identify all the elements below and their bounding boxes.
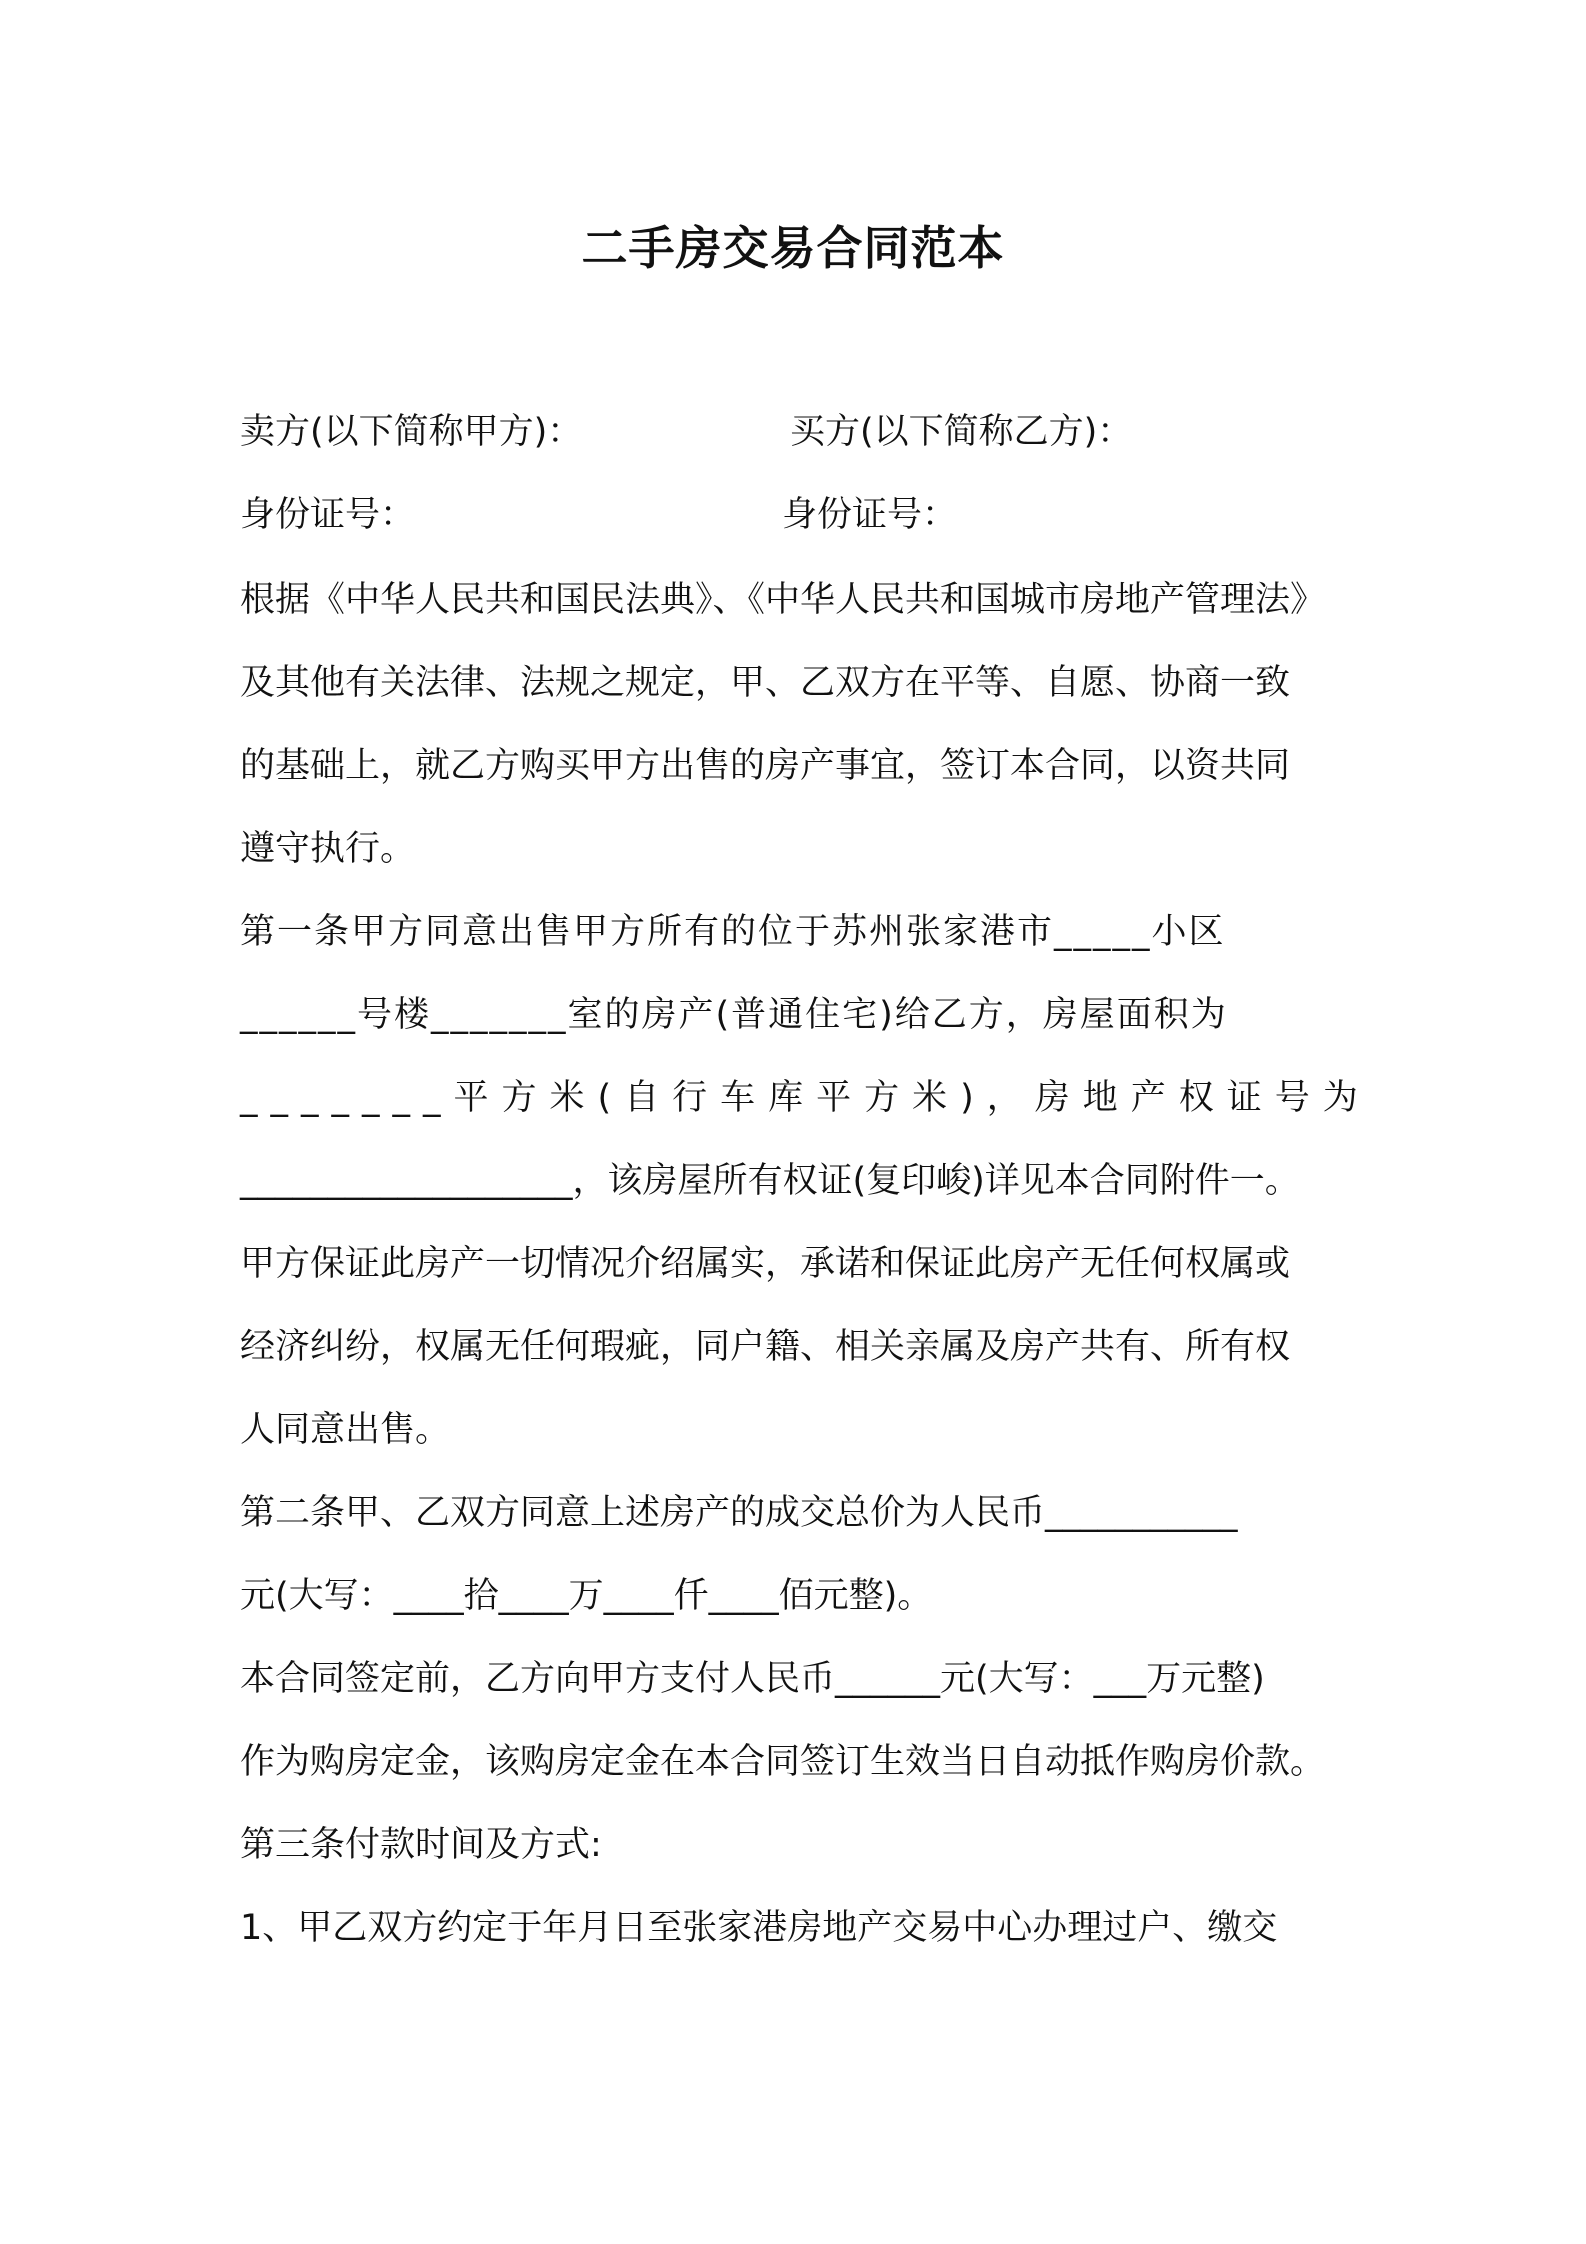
article-2-line: 元(大写：____拾____万____仟____佰元整)。 <box>240 1576 933 1616</box>
body-line: 根据《中华人民共和国民法典》、《中华人民共和国城市房地产管理法》 <box>240 580 1326 620</box>
article-1-line: _______平方米(自行车库平方米)，房地产权证号为 <box>240 1078 1371 1118</box>
body-line: 人同意出售。 <box>240 1410 451 1450</box>
seller-label: 卖方(以下简称甲方)： <box>240 412 583 452</box>
article-2-line: 第二条甲、乙双方同意上述房产的成交总价为人民币___________ <box>240 1493 1238 1533</box>
article-1-line: ______号楼_______室的房产(普通住宅)给乙方，房屋面积为 <box>240 995 1228 1035</box>
article-3-heading: 第三条付款时间及方式: <box>240 1825 602 1865</box>
buyer-label: 买方(以下简称乙方)： <box>790 412 1133 452</box>
body-line: 及其他有关法律、法规之规定，甲、乙双方在平等、自愿、协商一致 <box>240 663 1291 703</box>
deposit-line: 本合同签定前，乙方向甲方支付人民币______元(大写：___万元整) <box>240 1659 1265 1699</box>
document-title: 二手房交易合同范本 <box>581 221 1005 275</box>
article-3-item: 1、甲乙双方约定于年月日至张家港房地产交易中心办理过户、缴交 <box>240 1908 1278 1948</box>
body-line: 经济纠纷，权属无任何瑕疵，同户籍、相关亲属及房产共有、所有权 <box>240 1327 1291 1367</box>
body-line: 的基础上，就乙方购买甲方出售的房产事宜，签订本合同，以资共同 <box>240 746 1291 786</box>
article-1-line: ___________________，该房屋所有权证(复印峻)详见本合同附件一。 <box>240 1161 1300 1201</box>
body-line: 遵守执行。 <box>240 829 416 869</box>
deposit-line: 作为购房定金，该购房定金在本合同签订生效当日自动抵作购房价款。 <box>240 1742 1326 1782</box>
buyer-id-label: 身份证号： <box>782 495 958 535</box>
article-1-line: 第一条甲方同意出售甲方所有的位于苏州张家港市_____小区 <box>240 912 1226 952</box>
body-line: 甲方保证此房产一切情况介绍属实，承诺和保证此房产无任何权属或 <box>240 1244 1291 1284</box>
seller-id-label: 身份证号： <box>240 495 416 535</box>
